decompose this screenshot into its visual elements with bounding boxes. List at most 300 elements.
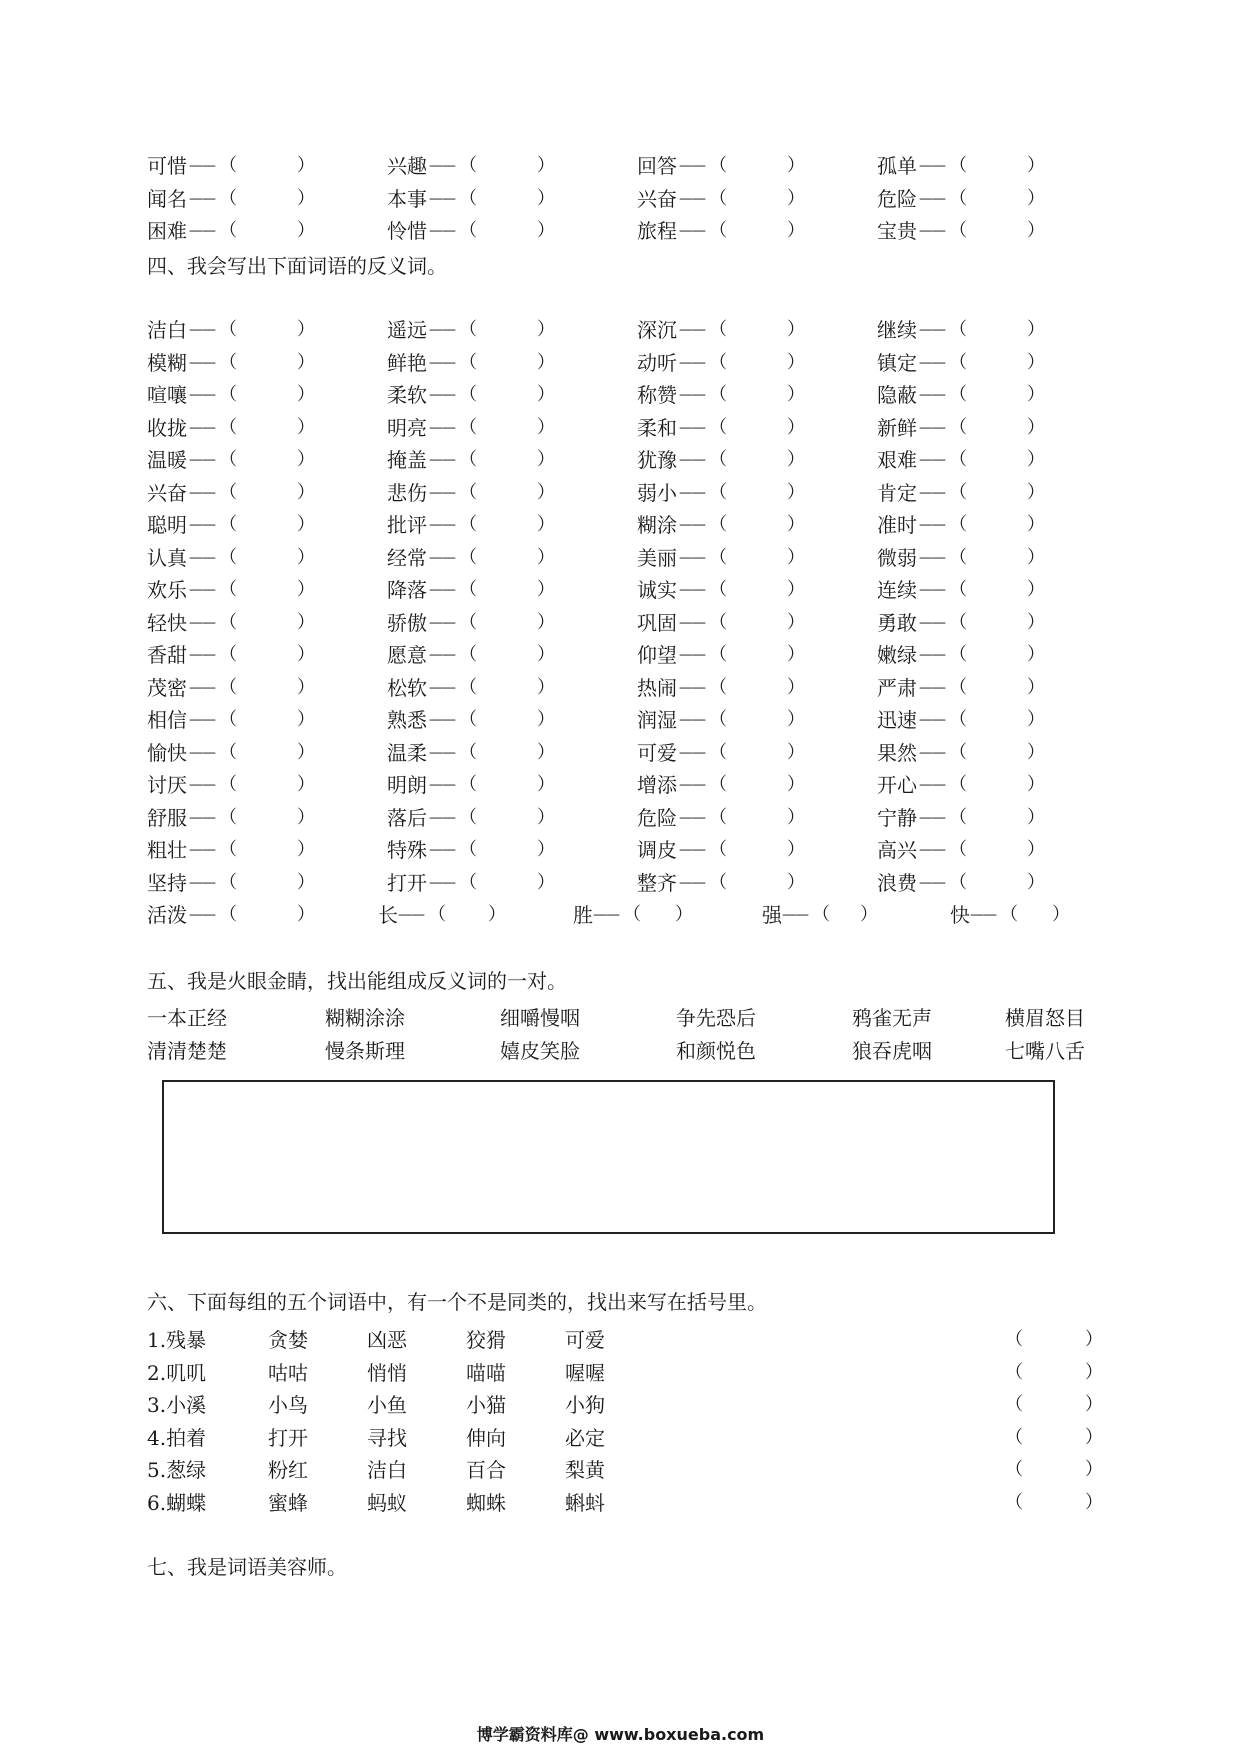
group-word: 必定	[565, 1425, 605, 1450]
word-pair	[387, 510, 617, 540]
answer-blank[interactable]	[239, 216, 297, 246]
open-paren: （	[459, 187, 477, 209]
answer-blank[interactable]	[969, 770, 1027, 800]
answer-blank[interactable]	[239, 835, 297, 865]
dash-mark: ——	[429, 419, 455, 436]
idiom-item: 横眉怒目	[1005, 1006, 1085, 1030]
open-paren: （	[709, 871, 727, 893]
prompt-word: 继续	[877, 318, 917, 342]
close-paren: ）	[1027, 546, 1045, 568]
word-pair	[387, 216, 617, 246]
dash-mark: ——	[429, 809, 455, 826]
word-pair	[387, 835, 617, 865]
answer-blank[interactable]	[969, 608, 1027, 638]
prompt-word: 开心	[877, 773, 917, 797]
dash-mark: ——	[398, 907, 424, 923]
answer-blank[interactable]	[239, 738, 297, 768]
antonym-row-last	[0, 900, 1241, 930]
group-word: 贪婪	[268, 1328, 308, 1352]
answer-blank[interactable]	[479, 673, 537, 703]
answer-blank[interactable]	[729, 380, 787, 410]
answer-blank[interactable]	[479, 803, 537, 833]
answer-blank[interactable]	[969, 738, 1027, 768]
prompt-word: 打开	[387, 870, 427, 895]
answer-blank[interactable]	[479, 478, 537, 508]
dash-mark: ——	[189, 484, 215, 501]
word-pair	[877, 315, 1107, 345]
open-paren: （	[949, 220, 967, 241]
answer-blank[interactable]	[239, 510, 297, 540]
answer-blank[interactable]	[969, 184, 1027, 214]
open-paren: （	[219, 319, 237, 340]
prompt-word: 悲伤	[387, 480, 427, 505]
dash-mark: ——	[189, 582, 215, 598]
word-pair	[637, 380, 867, 410]
prompt-word: 称赞	[637, 383, 677, 407]
open-paren: （	[219, 904, 237, 925]
group-word: 喵喵	[466, 1360, 506, 1385]
answer-blank[interactable]	[969, 705, 1027, 735]
answer-blank[interactable]	[969, 640, 1027, 670]
answer-blank[interactable]	[729, 868, 787, 898]
answer-blank[interactable]	[1025, 1358, 1085, 1388]
answer-blank[interactable]	[729, 445, 787, 475]
open-paren: （	[459, 774, 477, 795]
open-paren: （	[219, 546, 237, 568]
answer-blank[interactable]	[239, 770, 297, 800]
answer-blank[interactable]	[969, 803, 1027, 833]
word-pair	[147, 868, 377, 898]
word-pair	[637, 315, 867, 345]
idiom-item: 一本正经	[147, 1006, 227, 1030]
answer-blank[interactable]	[239, 445, 297, 475]
answer-blank[interactable]	[479, 380, 537, 410]
word-pair	[147, 445, 377, 475]
answer-blank[interactable]	[643, 900, 675, 930]
answer-blank[interactable]	[729, 770, 787, 800]
group-word: 蚂蚁	[367, 1490, 407, 1515]
word-pair	[387, 380, 617, 410]
open-paren: （	[219, 709, 237, 730]
word-pair	[877, 478, 1107, 508]
idiom-item: 七嘴八舌	[1005, 1038, 1085, 1063]
close-paren: ）	[537, 644, 555, 665]
answer-blank[interactable]	[729, 151, 787, 181]
answer-blank[interactable]	[832, 900, 860, 930]
open-paren: （	[709, 709, 727, 730]
word-pair	[147, 151, 377, 181]
group-first-word: 6.蝴蝶	[147, 1490, 207, 1515]
group-word: 洁白	[367, 1458, 407, 1482]
answer-blank[interactable]	[729, 608, 787, 638]
open-paren: （	[459, 839, 477, 860]
prompt-word: 孤单	[877, 154, 917, 178]
word-pair	[877, 835, 1107, 865]
close-paren: ）	[537, 319, 555, 340]
dash-mark: ——	[919, 809, 945, 826]
open-paren: （	[709, 839, 727, 860]
answer-blank[interactable]	[969, 315, 1027, 345]
prompt-word: 茂密	[147, 675, 187, 700]
open-paren: （	[219, 806, 237, 828]
answer-blank[interactable]	[479, 868, 537, 898]
footer-watermark: 博学霸资料库@ www.boxueba.com	[476, 1725, 765, 1744]
answer-blank[interactable]	[239, 575, 297, 605]
answer-blank[interactable]	[969, 575, 1027, 605]
prompt-word: 长	[378, 903, 398, 927]
close-paren: ）	[297, 579, 315, 600]
answer-blank[interactable]	[969, 868, 1027, 898]
antonym-row	[0, 868, 1241, 898]
answer-blank[interactable]	[729, 705, 787, 735]
prompt-word: 旅程	[637, 219, 677, 243]
word-pair	[147, 216, 377, 246]
answer-blank[interactable]	[479, 543, 537, 573]
answer-blank[interactable]	[479, 510, 537, 540]
answer-blank[interactable]	[479, 348, 537, 378]
group-word: 小鱼	[367, 1393, 407, 1417]
prompt-word: 柔和	[637, 415, 677, 440]
open-paren: （	[459, 579, 477, 600]
dash-mark: ——	[189, 387, 215, 403]
prompt-word: 可惜	[147, 154, 187, 178]
dash-mark: ——	[679, 744, 705, 761]
word-pair	[637, 770, 867, 800]
prompt-word: 粗壮	[147, 838, 187, 862]
close-paren: ）	[787, 611, 805, 633]
answer-blank[interactable]	[969, 445, 1027, 475]
open-paren: （	[459, 319, 477, 340]
dash-mark: ——	[429, 712, 455, 728]
antonym-row	[0, 738, 1241, 768]
open-paren: （	[709, 187, 727, 209]
answer-blank[interactable]	[969, 413, 1027, 443]
prompt-word: 明朗	[387, 773, 427, 797]
answer-blank[interactable]	[479, 315, 537, 345]
prompt-word: 落后	[387, 805, 427, 830]
answer-blank[interactable]	[729, 673, 787, 703]
prompt-word: 经常	[387, 545, 427, 570]
prompt-word: 宝贵	[877, 219, 917, 243]
idiom-item: 清清楚楚	[147, 1038, 227, 1063]
answer-blank[interactable]	[1025, 1455, 1085, 1485]
answer-blank[interactable]	[729, 803, 787, 833]
prompt-word: 骄傲	[387, 610, 427, 635]
open-paren: （	[219, 839, 237, 860]
group-word: 伸向	[466, 1425, 506, 1450]
prompt-word: 降落	[387, 578, 427, 602]
close-paren: ）	[537, 449, 555, 470]
close-paren: ）	[787, 676, 805, 698]
section-4-title: 四、我会写出下面词语的反义词。	[147, 254, 447, 278]
prompt-word: 模糊	[147, 350, 187, 375]
word-pair	[637, 543, 867, 573]
group-word: 百合	[466, 1458, 506, 1482]
prompt-word: 愿意	[387, 643, 427, 667]
open-paren: （	[219, 676, 237, 698]
open-paren: （	[219, 514, 237, 535]
dash-mark: ——	[679, 549, 705, 566]
open-paren: （	[949, 839, 967, 860]
answer-blank[interactable]	[729, 738, 787, 768]
word-pair	[387, 673, 617, 703]
prompt-word: 调皮	[637, 838, 677, 862]
answer-blank[interactable]	[239, 348, 297, 378]
group-first-word: 5.葱绿	[147, 1458, 207, 1482]
open-paren: （	[949, 546, 967, 568]
answer-blank[interactable]	[479, 705, 537, 735]
open-paren: （	[219, 774, 237, 795]
close-paren: ）	[1027, 220, 1045, 241]
answer-blank[interactable]	[1025, 1423, 1085, 1453]
close-paren: ）	[1027, 806, 1045, 828]
odd-group-row	[0, 1455, 1241, 1485]
word-pair	[387, 315, 617, 345]
word-pair	[637, 608, 867, 638]
answer-blank[interactable]	[729, 510, 787, 540]
word-pair	[950, 900, 1180, 930]
antonym-row	[0, 413, 1241, 443]
word-pair	[147, 738, 377, 768]
dash-mark: ——	[429, 517, 455, 533]
open-paren: （	[219, 416, 237, 438]
prompt-word: 浪费	[877, 870, 917, 895]
dash-mark: ——	[189, 190, 215, 207]
prompt-word: 仰望	[637, 643, 677, 667]
answer-blank[interactable]	[239, 868, 297, 898]
answer-blank[interactable]	[729, 216, 787, 246]
word-pair	[877, 445, 1107, 475]
answer-blank[interactable]	[729, 640, 787, 670]
answer-blank[interactable]	[479, 413, 537, 443]
answer-blank[interactable]	[479, 738, 537, 768]
answer-blank[interactable]	[969, 151, 1027, 181]
answer-blank[interactable]	[969, 348, 1027, 378]
close-paren: ）	[1085, 1426, 1103, 1448]
word-pair	[387, 803, 617, 833]
prompt-word: 困难	[147, 219, 187, 243]
close-paren: ）	[787, 709, 805, 730]
open-paren: （	[219, 644, 237, 665]
close-paren: ）	[1027, 155, 1045, 176]
word-pair	[147, 348, 377, 378]
answer-blank[interactable]	[239, 673, 297, 703]
close-paren: ）	[537, 416, 555, 438]
dash-mark: ——	[429, 842, 455, 858]
dash-mark: ——	[429, 874, 455, 891]
dash-mark: ——	[429, 549, 455, 566]
prompt-word: 高兴	[877, 838, 917, 862]
close-paren: ）	[1027, 839, 1045, 860]
close-paren: ）	[787, 481, 805, 503]
dash-mark: ——	[429, 484, 455, 501]
odd-group-row	[0, 1488, 1241, 1518]
prompt-word: 诚实	[637, 578, 677, 602]
dash-mark: ——	[679, 874, 705, 891]
dash-mark: ——	[679, 387, 705, 403]
antonym-row	[0, 608, 1241, 638]
prompt-word: 温柔	[387, 740, 427, 765]
open-paren: （	[219, 187, 237, 209]
prompt-word: 艰难	[877, 448, 917, 472]
prompt-word: 欢乐	[147, 578, 187, 602]
answer-blank[interactable]	[729, 478, 787, 508]
answer-blank[interactable]	[239, 543, 297, 573]
answer-blank[interactable]	[239, 608, 297, 638]
answer-blank[interactable]	[479, 216, 537, 246]
answer-blank[interactable]	[479, 608, 537, 638]
answer-blank[interactable]	[479, 640, 537, 670]
dash-mark: ——	[189, 744, 215, 761]
word-pair	[637, 640, 867, 670]
close-paren: ）	[297, 839, 315, 860]
answer-blank[interactable]	[969, 543, 1027, 573]
open-paren: （	[459, 806, 477, 828]
close-paren: ）	[297, 904, 315, 925]
word-pair	[147, 575, 377, 605]
close-paren: ）	[1027, 514, 1045, 535]
answer-blank[interactable]	[479, 835, 537, 865]
answer-blank[interactable]	[969, 216, 1027, 246]
answer-blank[interactable]	[969, 380, 1027, 410]
answer-blank[interactable]	[729, 184, 787, 214]
word-pair	[637, 738, 867, 768]
answer-blank[interactable]	[479, 184, 537, 214]
answer-blank[interactable]	[1025, 1390, 1085, 1420]
close-paren: ）	[1027, 741, 1045, 763]
answer-blank[interactable]	[969, 478, 1027, 508]
dash-mark: ——	[919, 744, 945, 761]
open-paren: （	[949, 611, 967, 633]
answer-blank[interactable]	[729, 413, 787, 443]
answer-blank[interactable]	[1025, 1488, 1085, 1518]
close-paren: ）	[537, 871, 555, 893]
answer-blank[interactable]	[729, 348, 787, 378]
dash-mark: ——	[189, 679, 215, 696]
answer-blank[interactable]	[729, 835, 787, 865]
word-pair	[387, 184, 617, 214]
word-pair	[877, 413, 1107, 443]
antonym-row	[0, 803, 1241, 833]
prompt-word: 聪明	[147, 513, 187, 537]
word-pair	[147, 640, 377, 670]
answer-blank[interactable]	[239, 705, 297, 735]
dash-mark: ——	[429, 354, 455, 371]
open-paren: （	[709, 611, 727, 633]
open-paren: （	[949, 741, 967, 763]
answer-blank[interactable]	[729, 315, 787, 345]
open-paren: （	[949, 319, 967, 340]
answer-blank[interactable]	[479, 445, 537, 475]
open-paren: （	[219, 579, 237, 600]
prompt-word: 整齐	[637, 870, 677, 895]
close-paren: ）	[1085, 1394, 1103, 1415]
open-paren: （	[1005, 1426, 1023, 1448]
dash-mark: ——	[679, 419, 705, 436]
open-paren: （	[709, 741, 727, 763]
answer-blank[interactable]	[479, 575, 537, 605]
answer-blank[interactable]	[448, 900, 488, 930]
word-pair	[877, 738, 1107, 768]
prompt-word: 认真	[147, 545, 187, 570]
close-paren: ）	[297, 774, 315, 795]
open-paren: （	[949, 514, 967, 535]
word-pair	[877, 705, 1107, 735]
answer-blank[interactable]	[479, 151, 537, 181]
open-paren: （	[709, 546, 727, 568]
dash-mark: ——	[189, 223, 215, 239]
answer-blank[interactable]	[239, 640, 297, 670]
answer-blank[interactable]	[239, 380, 297, 410]
word-pair	[877, 151, 1107, 181]
open-paren: （	[623, 904, 641, 925]
dash-mark: ——	[429, 614, 455, 631]
group-word: 打开	[268, 1425, 308, 1450]
answer-blank[interactable]	[1020, 900, 1052, 930]
odd-group-row	[0, 1325, 1241, 1355]
dash-mark: ——	[919, 582, 945, 598]
group-first-word: 2.叽叽	[147, 1360, 207, 1385]
open-paren: （	[219, 384, 237, 405]
close-paren: ）	[787, 579, 805, 600]
answer-blank[interactable]	[239, 184, 297, 214]
answer-blank[interactable]	[239, 413, 297, 443]
idiom-item: 糊糊涂涂	[325, 1006, 405, 1030]
answer-blank[interactable]	[239, 900, 297, 930]
close-paren: ）	[1027, 319, 1045, 340]
open-paren: （	[1005, 1329, 1023, 1350]
answer-blank[interactable]	[239, 803, 297, 833]
prompt-word: 掩盖	[387, 448, 427, 472]
antonym-row	[0, 543, 1241, 573]
dash-mark: ——	[919, 549, 945, 566]
answer-blank[interactable]	[239, 151, 297, 181]
open-paren: （	[709, 481, 727, 503]
answer-blank[interactable]	[239, 478, 297, 508]
answer-blank[interactable]	[969, 835, 1027, 865]
dash-mark: ——	[679, 647, 705, 663]
close-paren: ）	[297, 187, 315, 209]
answer-blank[interactable]	[479, 770, 537, 800]
idiom-item: 嬉皮笑脸	[500, 1038, 580, 1063]
prompt-word: 怜惜	[387, 219, 427, 243]
answer-blank[interactable]	[729, 575, 787, 605]
prompt-word: 强	[762, 903, 782, 927]
word-pair	[637, 348, 867, 378]
open-paren: （	[459, 611, 477, 633]
answer-blank[interactable]	[239, 315, 297, 345]
open-paren: （	[709, 676, 727, 698]
answer-blank[interactable]	[969, 510, 1027, 540]
section-7-title: 七、我是词语美容师。	[147, 1555, 347, 1579]
dash-mark: ——	[919, 614, 945, 631]
prompt-word: 准时	[877, 513, 917, 537]
group-word: 悄悄	[367, 1360, 407, 1385]
close-paren: ）	[1085, 1329, 1103, 1350]
answer-box[interactable]	[162, 1080, 1055, 1234]
synonym-row	[0, 151, 1241, 181]
answer-blank[interactable]	[969, 673, 1027, 703]
dash-mark: ——	[429, 322, 455, 338]
answer-blank[interactable]	[1025, 1325, 1085, 1355]
group-first-word: 3.小溪	[147, 1393, 207, 1417]
prompt-word: 回答	[637, 154, 677, 178]
dash-mark: ——	[189, 777, 215, 793]
close-paren: ）	[537, 514, 555, 535]
close-paren: ）	[297, 481, 315, 503]
word-pair	[387, 705, 617, 735]
answer-blank[interactable]	[729, 543, 787, 573]
